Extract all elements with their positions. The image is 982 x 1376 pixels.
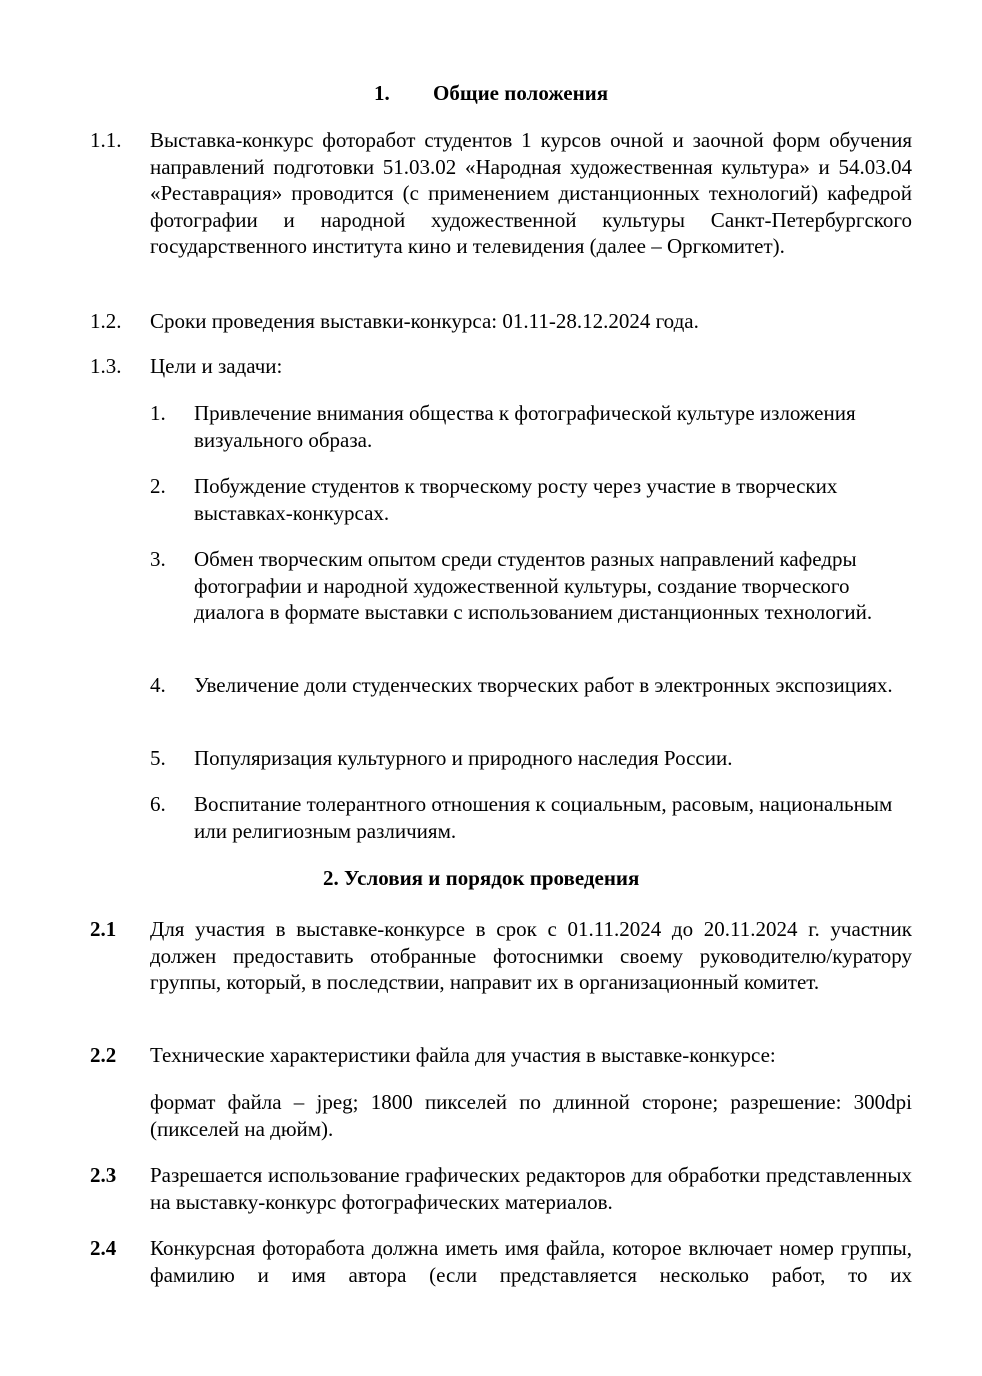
goal-item [150, 791, 912, 844]
goal-number: 4. [150, 673, 166, 697]
clause-2-3 [90, 1162, 912, 1215]
clause-1-1 [90, 127, 912, 260]
clause-number: 2.2 [90, 1043, 117, 1067]
goal-text: Побуждение студентов к творческому росту через участие в творческих выставках-конкурсах. [194, 474, 838, 525]
goal-text: Привлечение внимания общества к фотографической культуре изложения визуального образа. [194, 401, 856, 452]
goal-number: 6. [150, 792, 166, 816]
clause-2-4 [90, 1235, 912, 1288]
goal-item [150, 546, 912, 626]
clause-text: Технические характеристики файла для участия в выставке-конкурсе: [150, 1043, 776, 1067]
clause-number: 1.2. [90, 309, 122, 333]
goal-number: 5. [150, 746, 166, 770]
clause-text: Разрешается использование графических редакторов для обработки представленных на выставку-конкурс фотографических материалов. [150, 1163, 912, 1214]
goal-item [150, 745, 912, 772]
clause-2-1 [90, 916, 912, 996]
section-2-heading: 2. Условия и порядок проведения [323, 866, 640, 890]
goal-text: Популяризация культурного и природного наследия России. [194, 746, 733, 770]
goal-number: 3. [150, 547, 166, 571]
clause-number: 2.4 [90, 1236, 117, 1260]
goal-item [150, 672, 912, 699]
file-format-paragraph: формат файла – jpeg; 1800 пикселей по длинной стороне; разрешение: 300dpi (пикселей на дюйм). [150, 1090, 912, 1141]
clause-text: Выставка-конкурс фоторабот студентов 1 курсов очной и заочной форм обучения направлений подготовки 51.03.02 «Народная художественная культура» и 54.03.04 «Реставрация» проводится (с применением дистанционных технологий) кафедрой фотографии и народной художественной культуры Санкт-Петербургского государственного института кино и телевидения (далее – Оргкомитет). [150, 128, 912, 258]
clause-number: 2.1 [90, 917, 117, 941]
clause-2-2 [90, 1042, 912, 1069]
clause-number: 2.3 [90, 1163, 117, 1187]
clause-number: 1.1. [90, 128, 122, 152]
goal-text: Увеличение доли студенческих творческих работ в электронных экспозициях. [194, 673, 893, 697]
clause-1-3 [90, 353, 912, 380]
clause-text: Конкурсная фоторабота должна иметь имя файла, которое включает номер группы, фамилию и имя автора (если представляется несколько работ, то их [150, 1236, 912, 1287]
clause-text: Сроки проведения выставки-конкурса: 01.11-28.12.2024 года. [150, 309, 699, 333]
clause-text: Для участия в выставке-конкурсе в срок с 01.11.2024 до 20.11.2024 г. участник должен предоставить отобранные фотоснимки своему руководителю/куратору группы, который, в последствии, направит их в организационный комитет. [150, 917, 912, 994]
goal-number: 2. [150, 474, 166, 498]
goal-text: Воспитание толерантного отношения к социальным, расовым, национальным или религиозным различиям. [194, 792, 893, 843]
goal-number: 1. [150, 401, 166, 425]
section-1-title: Общие положения [433, 81, 609, 105]
clause-1-2 [90, 308, 912, 335]
goal-item [150, 400, 912, 453]
section-1-number: 1. [374, 81, 390, 105]
goal-text: Обмен творческим опытом среди студентов разных направлений кафедры фотографии и народной художественной культуры, создание творческого диалога в формате выставки с использованием дистанционных технологий. [194, 547, 873, 624]
clause-number: 1.3. [90, 354, 122, 378]
section-1-heading [374, 80, 608, 107]
goal-item [150, 473, 912, 526]
clause-text: Цели и задачи: [150, 354, 283, 378]
